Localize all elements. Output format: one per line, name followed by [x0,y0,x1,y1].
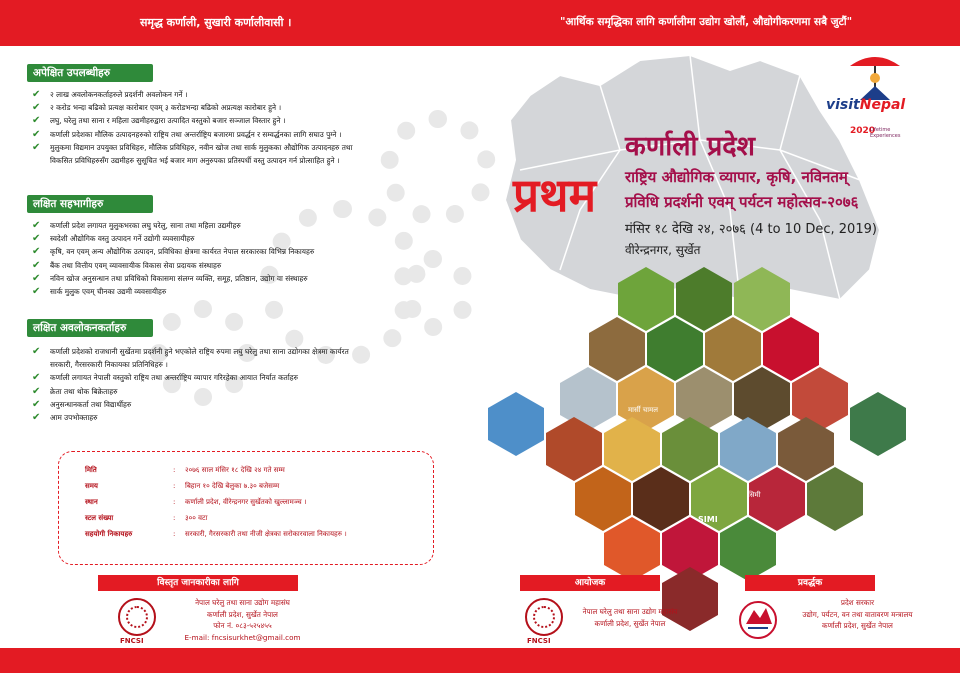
list-item: ✔ कर्णाली प्रदेशका मौलिक उत्पादनहरुको राष्ट्रिय तथा अन्तर्राष्ट्रिय बजारमा प्रवर्द्धन र सम्वर्द्धनका लागि सघाउ पुग्ने । [32,128,342,140]
list-item: ✔ क्रेता तथा थोक बिक्रेताहरु [32,385,118,397]
fncsi-logo-label: FNCSI [527,637,551,645]
promoter-details: प्रदेश सरकार उद्योग, पर्यटन, वन तथा वातावरण मन्त्रालय कर्णाली प्रदेश, सुर्खेत नेपाल [802,598,913,630]
simi-np-label: सिमी [748,491,761,499]
observers-list [30,345,450,424]
left-slogan: समृद्ध कर्णाली, सुखारी कर्णालीवासी । [140,16,292,29]
list-item: ✔ बैंक तथा वित्तीय एवम् व्यावसायीक विकास सेवा प्रदायक संस्थाहरु [32,259,222,271]
info-row-time: समय : बिहान १० देखि बेलुका ७.३० बजेसम्म [85,482,280,490]
check-icon: ✔ [32,346,41,357]
achievements-list [30,88,450,167]
event-dates: मंसिर १८ देखि २४, २०७६ (4 to 10 Dec, 2019) [625,222,877,237]
check-icon: ✔ [32,272,41,284]
organizer-details: नेपाल घरेलु तथा साना उद्योग महासंघ कर्णाली प्रदेश, सुर्खेत नेपाल [582,607,678,628]
info-row-venue: स्थान : कर्णाली प्रदेश, वीरेन्द्रनगर सुर्खेतको खुल्लामञ्च । [85,498,307,506]
organizer-heading: आयोजक [520,575,660,591]
masi-label: मार्सी चामल [628,406,658,414]
check-icon: ✔ [32,372,41,384]
check-icon: ✔ [32,128,41,140]
section-heading-observers: लक्षित अवलोकनकर्ताहरु [27,319,153,337]
list-item: ✔ कर्णाली प्रदेश लगायत मुलुकभरका लघु घरेलु, साना तथा महिला उद्यमीहरु [32,220,241,231]
event-venue: वीरेन्द्रनगर, सुर्खेत [625,243,701,257]
collage-row-5 [575,467,863,531]
visit-nepal-umbrella-icon [845,48,905,103]
list-item-continued: सरकारी, गैरसरकारी निकायका प्रतिनिधिहरु । [50,360,168,370]
check-icon: ✔ [32,259,41,271]
fncsi-logo-icon [118,598,156,636]
list-item: ✔ कर्णाली प्रदेशको राजधानी सुर्खेतमा प्रदर्शनी हुने भएकोले राष्ट्रिय रुपमा लघु घरेलु तथा साना उद्योगका क्षेत्रमा कार्यरत [32,346,349,357]
event-subtitle-1: राष्ट्रिय औद्योगिक व्यापार, कृषि, नविनतम् [625,168,848,186]
check-icon: ✔ [32,141,41,153]
list-item: ✔ नविन खोज अनुसन्धान तथा प्रविधिको विकासमा संलग्न व्यक्ति, समूह, प्रतिष्ठान, उद्योग वा संस्थाहरु [32,272,308,284]
info-row-partners: सहयोगी निकायहरु : सरकारी, गैरसरकारी तथा नीजी क्षेत्रका सरोकारवाला निकायहरु । [85,530,347,538]
collage-row-1 [618,267,790,331]
check-icon: ✔ [32,286,41,298]
list-item: ✔ कर्णाली लगायत नेपाली वस्तुको राष्ट्रिय तथा अन्तर्राष्ट्रिय व्यापार गरिरहेका आयात निर्यात कर्ताहरु [32,372,298,384]
contact-heading: विस्तृत जानकारीका लागि [98,575,298,591]
check-icon: ✔ [32,398,41,410]
check-icon: ✔ [32,89,41,100]
list-item: ✔ आम उपभोक्ताहरु [32,412,98,424]
check-icon: ✔ [32,115,41,127]
visit-nepal-tagline: Lifetime Experiences [870,127,901,139]
info-row-date: मिति : २०७६ साल मंसिर १८ देखि २४ गते सम्म [85,466,285,474]
section-heading-participants: लक्षित सहभागीहरु [27,195,153,213]
list-item: ✔ मुलुकमा विद्यमान उपयुक्त प्रविधिहरु, मौलिक प्रविधिहरु, नवीन खोज तथा सार्क मुलुकका औद्योगिक उत्पादनहरु तथा [32,141,353,153]
list-item: ✔ सार्क मुलुक एवम् चीनका उद्यमी व्यवसायीहरु [32,286,167,298]
check-icon: ✔ [32,412,41,424]
contact-details: नेपाल घरेलु तथा साना उद्योग महासंघ कर्णाली प्रदेश, सुर्खेत नेपाल फोन नं. ०८३-५२५४५५ E-mail: fncsisurkhet@gmail.com [184,598,301,642]
check-icon: ✔ [32,102,41,114]
list-item: ✔ कृषि, वन एवम् अन्य औद्योगिक उत्पादन, प्रविधिका क्षेत्रमा कार्यरत नेपाल सरकारका विभिन्न निकायहरु [32,246,315,258]
visit-nepal-year: 2020 [850,126,876,136]
promoter-heading: प्रवर्द्धक [745,575,875,591]
check-icon: ✔ [32,246,41,258]
list-item: ✔ स्वदेशी औद्योगिक वस्तु उत्पादन गर्ने उद्योगी व्यवसायीहरु [32,233,195,245]
right-slogan: "आर्थिक समृद्धिका लागि कर्णालीमा उद्योग खोलौं, औद्योगीकरणमा सबै जुटौं" [560,16,853,28]
section-heading-achievements: अपेक्षित उपलब्धीहरु [27,64,153,82]
list-item-continued: विकसित प्रविधिहरुसँग उद्यमीहरु सुसूचित भई बजार माग अनुरुपका प्रतिस्पर्धी वस्तु उत्पादन गर्न प्रोत्साहित हुने । [50,156,340,166]
simi-label: SIMI [698,515,718,524]
fncsi-logo-label: FNCSI [120,637,144,645]
event-title: कर्णाली प्रदेश [625,131,756,162]
visit-nepal-logo: visitNepal [826,97,906,113]
list-item: ✔ २ करोड भन्दा बढिको प्रत्यक्ष कारोबार एवम् ३ करोडभन्दा बढिको अप्रत्यक्ष कारोबार हुने । [32,102,282,114]
pratham-label: प्रथम [513,168,597,222]
participants-list [30,219,450,298]
event-subtitle-2: प्रविधि प्रदर्शनी एवम् पर्यटन महोत्सव-२०७६ [625,193,859,211]
list-item: ✔ २ लाख अवलोकनकर्ताहरुले प्रदर्शनी अवलोकन गर्ने । [32,89,188,100]
info-row-stalls: स्टल संख्या : ३०० वटा [85,514,208,522]
check-icon: ✔ [32,385,41,397]
check-icon: ✔ [32,220,41,231]
list-item: ✔ लघु, घरेलु तथा साना र महिला उद्यमीहरुद्वारा उत्पादित वस्तुको बजार सञ्जाल विस्तार हुने । [32,115,286,127]
nepal-emblem-icon [738,598,778,642]
list-item: ✔ अनुसन्धानकर्ता तथा विद्यार्थीहरु [32,398,132,410]
check-icon: ✔ [32,233,41,245]
event-info-box [58,451,434,565]
